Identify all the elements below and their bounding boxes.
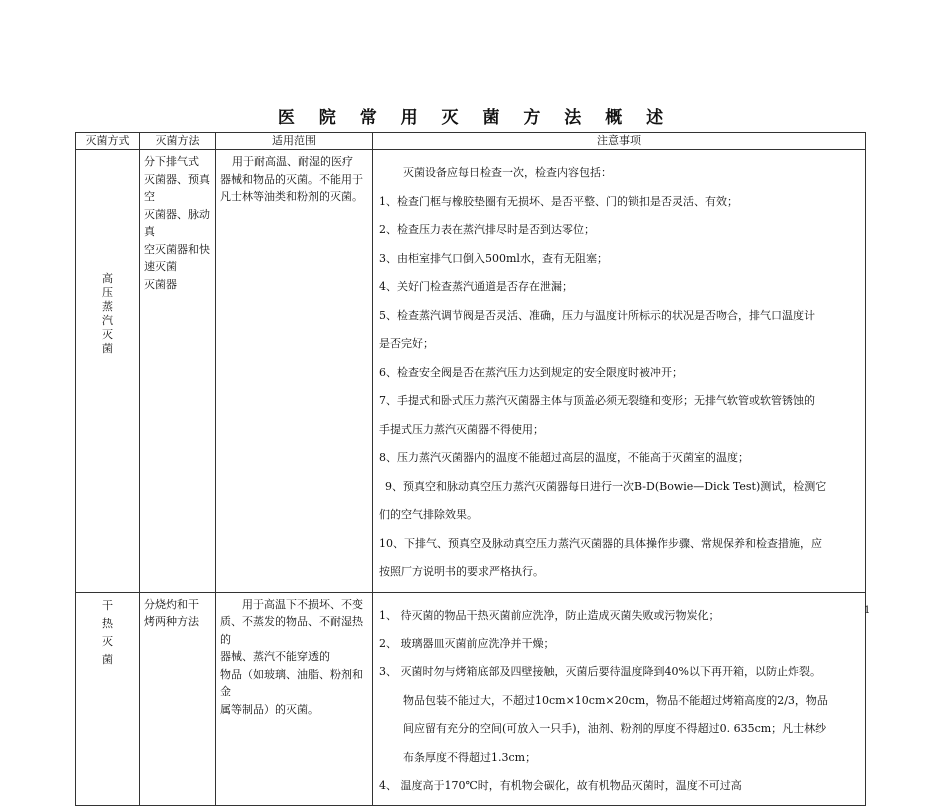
table-row (76, 592, 866, 806)
note-line: 手提式压力蒸汽灭菌器不得使用； (379, 422, 544, 436)
method-cell (140, 150, 216, 593)
method-line: 灭菌器、脉动真 (144, 207, 210, 238)
method-line: 速灭菌 (144, 260, 177, 273)
note-line: 是否完好； (379, 337, 434, 350)
note-line: 间应留有充分的空间(可放入一只手)，油剂、粉剂的厚度不得超过0. 635cm；凡士林纱 (403, 722, 827, 736)
scope-cell (216, 592, 373, 806)
notes-cell (373, 592, 866, 806)
note-line: 4、关好门检查蒸汽通道是否存在泄漏； (379, 280, 573, 293)
method-line: 灭菌器 (144, 277, 177, 291)
note-line: 4、 温度高于170℃时，有机物会碳化，故有机物品灭菌时，温度不可过高 (379, 778, 742, 792)
note-line: 1、 待灭菌的物品干热灭菌前应洗净，防止造成灭菌失败或污物炭化； (379, 608, 720, 622)
method-line: 空灭菌器和快 (144, 242, 210, 256)
note-line: 5、检查蒸汽调节阀是否灵活、准确，压力与温度计所标示的状况是否吻合，排气口温度计 (379, 308, 815, 322)
note-line: 6、检查安全阀是否在蒸汽压力达到规定的安全限度时被冲开； (379, 365, 683, 379)
note-line: 布条厚度不得超过1.3cm； (403, 750, 537, 764)
header-sterilization-type: 灭菌方式 (76, 133, 140, 150)
type-cell (76, 150, 140, 593)
table-header-row (76, 133, 866, 150)
type-char: 干 (102, 598, 113, 612)
table-row (76, 150, 866, 593)
note-line: 10、下排气、预真空及脉动真空压力蒸汽灭菌器的具体操作步骤、常规保养和检查措施，应 (379, 536, 822, 550)
note-line: 2、检查压力表在蒸汽排尽时是否到达零位； (379, 223, 595, 236)
header-applicable-scope: 适用范围 (216, 133, 373, 150)
note-line: 1、检查门框与橡胶垫圈有无损坏、是否平整、门的锁扣是否灵活、有效； (379, 194, 738, 208)
scope-line: 凡士林等油类和粉剂的灭菌。 (220, 190, 363, 203)
method-line: 灭菌器、预真空 (144, 172, 210, 203)
note-line: 2、 玻璃器皿灭菌前应洗净并干燥； (379, 636, 555, 650)
method-line: 分烧灼和干 (144, 597, 199, 611)
page-number: 1 (864, 605, 871, 616)
type-char: 灭 (102, 328, 113, 341)
scope-line: 用于耐高温、耐湿的医疗 (232, 155, 353, 168)
note-line: 3、由柜室排气口倒入500ml水，查有无阻塞； (379, 251, 608, 265)
method-line: 分下排气式 (144, 155, 199, 168)
scope-line: 质、不蒸发的物品、不耐湿热的 (220, 615, 363, 646)
type-char: 汽 (102, 314, 113, 327)
sterilization-table (75, 132, 866, 806)
scope-line: 用于高温下不损坏、不变 (242, 597, 363, 611)
type-char: 热 (102, 616, 113, 630)
note-line: 7、手提式和卧式压力蒸汽灭菌器主体与顶盖必须无裂缝和变形；无排气软管或软管锈蚀的 (379, 394, 815, 407)
method-line: 烤两种方法 (144, 615, 199, 628)
header-sterilization-method: 灭菌方法 (140, 133, 216, 150)
note-line: 按照厂方说明书的要求严格执行。 (379, 565, 544, 578)
note-line: 8、压力蒸汽灭菌器内的温度不能超过高层的温度，不能高于灭菌室的温度； (379, 451, 749, 464)
note-line: 灭菌设备应每日检查一次，检查内容包括： (403, 166, 612, 179)
type-char: 蒸 (102, 300, 113, 313)
note-line: 9、预真空和脉动真空压力蒸汽灭菌器每日进行一次B-D(Bowie—Dick Test)测试，检测它 (385, 479, 827, 493)
type-char: 菌 (102, 342, 113, 355)
note-line: 们的空气排除效果。 (379, 508, 478, 521)
type-char: 高 (102, 272, 113, 285)
scope-line: 器械和物品的灭菌。不能用于 (220, 172, 363, 186)
scope-line: 物品（如玻璃、油脂、粉剂和金 (220, 667, 363, 698)
note-line: 3、 灭菌时勿与烤箱底部及四壁接触，灭菌后要待温度降到40%以下再开箱，以防止炸裂。 (379, 665, 821, 679)
method-cell (140, 592, 216, 806)
scope-line: 器械、蒸汽不能穿透的 (220, 650, 330, 663)
header-precautions: 注意事项 (373, 133, 866, 150)
type-char: 灭 (102, 634, 113, 648)
type-char: 菌 (102, 652, 113, 666)
type-char: 压 (102, 286, 113, 299)
type-cell (76, 592, 140, 806)
scope-line: 属等制品）的灭菌。 (220, 702, 319, 716)
page-title: 医 院 常 用 灭 菌 方 法 概 述 (277, 108, 673, 128)
notes-cell (373, 150, 866, 593)
note-line: 物品包装不能过大，不超过10cm×10cm×20cm，物品不能超过烤箱高度的2/3，物品 (403, 693, 828, 707)
scope-cell (216, 150, 373, 593)
